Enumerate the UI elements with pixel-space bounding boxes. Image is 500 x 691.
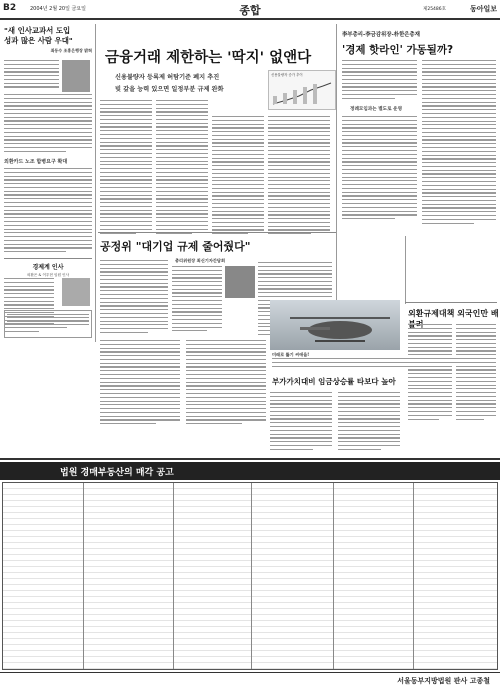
left-article-body-1 bbox=[4, 60, 59, 90]
right-bottom-col-1 bbox=[408, 324, 452, 422]
main-article-col-2 bbox=[156, 100, 208, 236]
personnel-column-subtitle: 외환은 & 이우현 임원 인사 bbox=[26, 273, 70, 277]
ad-top-rule bbox=[0, 458, 500, 460]
right-top-body-1 bbox=[342, 60, 417, 102]
middle-left-col-1 bbox=[100, 340, 180, 427]
main-subhead-2: 빚 갚을 능력 있으면 일정부분 규제 완화 bbox=[115, 86, 224, 93]
wage-article-col-1 bbox=[270, 392, 332, 453]
court-ad-issuer: 서울동부지방법원 판사 고종철 bbox=[397, 677, 490, 685]
interview-portrait-photo bbox=[225, 266, 255, 298]
court-ad-title: 법원 경매부동산의 매각 공고 bbox=[60, 468, 174, 478]
left-subhead-union: 외환카드 노조 합병요구 확대 bbox=[4, 159, 68, 165]
section-title: 종합 bbox=[239, 4, 261, 17]
right-headline: '경제 핫라인' 가동될까? bbox=[342, 44, 454, 56]
right-top-body-3 bbox=[422, 60, 496, 226]
personnel-table bbox=[4, 310, 92, 338]
edition-number: 제25486호 bbox=[422, 7, 446, 12]
helicopter-photo-caption-title: 미래로 뚫기 씨애을! bbox=[272, 352, 310, 357]
right-top-body-2 bbox=[342, 116, 417, 222]
middle-headline-2: 부가가치대비 임금상승률 타보다 높아 bbox=[272, 377, 396, 386]
left-headline-line-2: 성과 많은 사람 우대" bbox=[4, 36, 73, 45]
credit-chart-title: 신용불량자 증가 추이 bbox=[271, 73, 303, 77]
column-rule-middle-right bbox=[405, 236, 406, 304]
right-kicker: 李부총리-李금감위장-朴한은총재 bbox=[342, 32, 420, 38]
court-ad-table bbox=[2, 482, 498, 670]
wage-article-col-2 bbox=[338, 392, 400, 453]
page-header bbox=[0, 0, 500, 20]
personnel-column-title: 경제계 인사 bbox=[32, 264, 64, 271]
credit-chart bbox=[268, 70, 336, 110]
middle-article-col-1 bbox=[100, 260, 168, 336]
right-bottom-col-2 bbox=[456, 324, 496, 422]
issue-date: 2004년 2월 20일 금요일 bbox=[30, 6, 87, 12]
main-article-col-4 bbox=[268, 116, 330, 237]
helicopter-photo bbox=[270, 300, 400, 350]
left-headline-line-1: "새 인사교과서 도입 bbox=[4, 26, 71, 35]
court-ad-footer bbox=[0, 672, 500, 688]
left-article-body-2 bbox=[4, 94, 92, 155]
left-column-divider bbox=[4, 258, 92, 259]
personnel-portrait-photo bbox=[62, 278, 90, 306]
newspaper-logo: 동아일보 bbox=[469, 5, 497, 13]
main-article-col-3 bbox=[212, 116, 264, 237]
right-subhead: 정례모임과는 별도로 운영 bbox=[350, 107, 403, 112]
middle-article-col-2 bbox=[172, 266, 222, 334]
left-byline: 최동수 조흥은행장 밝혀 bbox=[50, 48, 92, 53]
middle-headline: 공정위 "대기업 규제 줄어줬다" bbox=[100, 240, 251, 253]
column-rule-left bbox=[95, 24, 96, 342]
left-article-body-3 bbox=[4, 168, 92, 255]
left-portrait-photo bbox=[62, 60, 90, 92]
main-subhead-1: 신용불량자 등록제 허탐기준 폐지 추진 bbox=[115, 74, 220, 81]
page-number: B2 bbox=[3, 3, 17, 13]
middle-left-col-2 bbox=[186, 340, 266, 427]
right-bottom-divider bbox=[405, 302, 497, 303]
right-bottom-headline: 외환규제대책 외국인만 배 bbox=[408, 309, 499, 318]
main-headline: 금융거래 제한하는 '딱지' 없앤다 bbox=[105, 50, 312, 66]
main-article-col-1 bbox=[100, 100, 152, 236]
interview-label: 총리위원장 최신기자간담회 bbox=[175, 258, 226, 263]
court-ad-banner bbox=[0, 462, 500, 480]
middle-divider bbox=[98, 232, 336, 233]
column-rule-right bbox=[336, 24, 337, 342]
credit-chart-graphic bbox=[269, 78, 335, 108]
